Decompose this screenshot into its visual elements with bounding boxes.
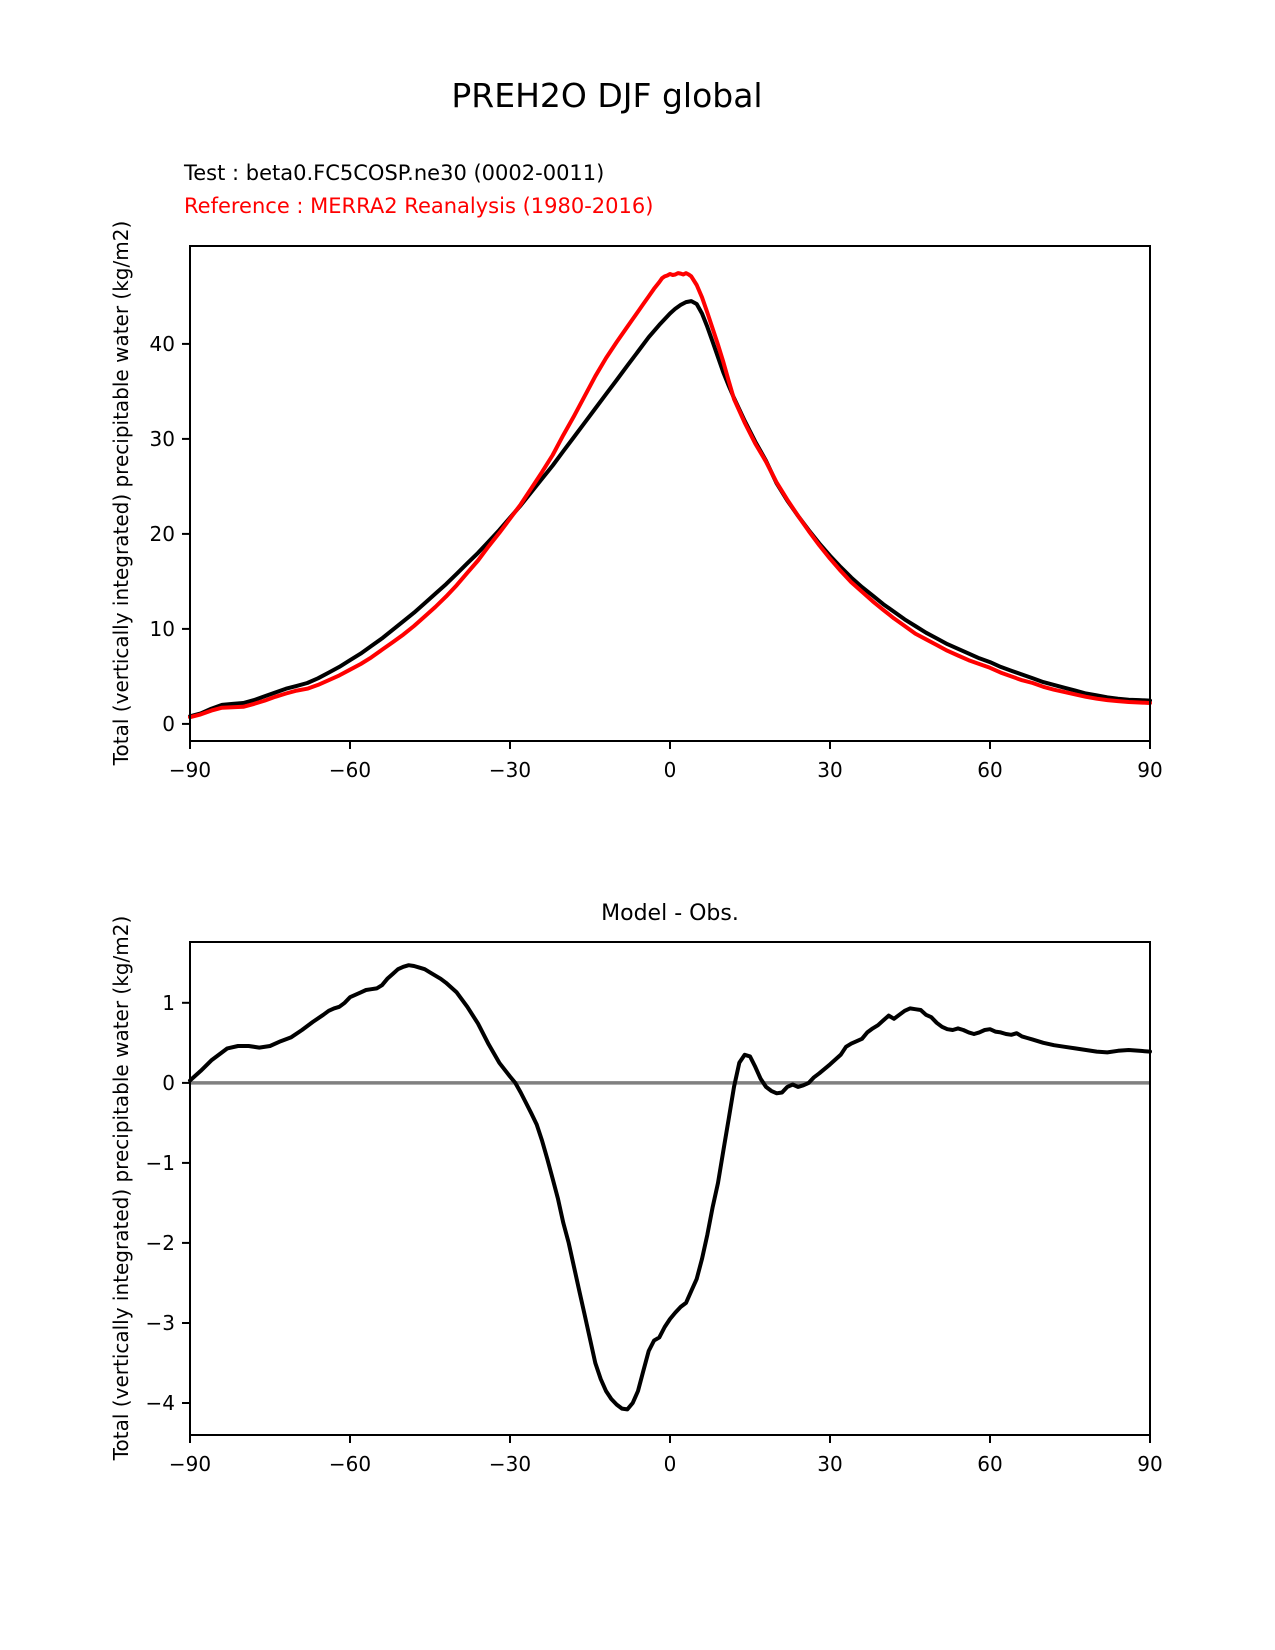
bottom-plot-title: Model - Obs. bbox=[601, 901, 739, 926]
y-tick-label: 10 bbox=[149, 616, 175, 641]
y-tick-label: 0 bbox=[162, 711, 175, 736]
x-tick-label: 60 bbox=[977, 1452, 1003, 1476]
x-tick-label: 90 bbox=[1137, 758, 1163, 782]
y-tick-label: −3 bbox=[145, 1311, 175, 1335]
x-tick-label: 30 bbox=[817, 758, 843, 782]
y-tick-label: 1 bbox=[162, 990, 175, 1015]
axes-frame bbox=[190, 942, 1150, 1435]
x-tick-label: 0 bbox=[663, 758, 677, 782]
test-series-label: Test : beta0.FC5COSP.ne30 (0002-0011) bbox=[184, 161, 605, 185]
curve-reference bbox=[190, 273, 1150, 717]
y-tick-label: 40 bbox=[149, 331, 175, 356]
x-tick-label: −90 bbox=[168, 758, 212, 782]
y-tick-label: −1 bbox=[145, 1150, 175, 1175]
y-tick-label: −2 bbox=[145, 1230, 175, 1255]
top-plot-ylabel: Total (vertically integrated) precipitable water (kg/m2) bbox=[109, 220, 133, 766]
x-tick-label: 90 bbox=[1137, 1452, 1163, 1476]
x-tick-label: −30 bbox=[488, 758, 532, 782]
curve-diff bbox=[190, 965, 1150, 1409]
x-tick-label: −60 bbox=[328, 758, 372, 782]
y-tick-label: 0 bbox=[162, 1070, 175, 1095]
x-tick-label: −30 bbox=[488, 1452, 532, 1476]
y-tick-label: −4 bbox=[145, 1391, 175, 1415]
curve-test bbox=[190, 301, 1150, 716]
x-tick-label: −60 bbox=[328, 1452, 372, 1476]
x-tick-label: 60 bbox=[977, 758, 1003, 782]
figure-title: PREH2O DJF global bbox=[451, 76, 763, 115]
x-tick-label: 0 bbox=[663, 1452, 677, 1476]
y-tick-label: 30 bbox=[149, 426, 175, 451]
y-tick-label: 20 bbox=[149, 521, 175, 546]
x-tick-label: −90 bbox=[168, 1452, 212, 1476]
reference-series-label: Reference : MERRA2 Reanalysis (1980-2016) bbox=[184, 194, 654, 218]
x-tick-label: 30 bbox=[817, 1452, 843, 1476]
bottom-plot-ylabel: Total (vertically integrated) precipitable water (kg/m2) bbox=[109, 915, 133, 1461]
